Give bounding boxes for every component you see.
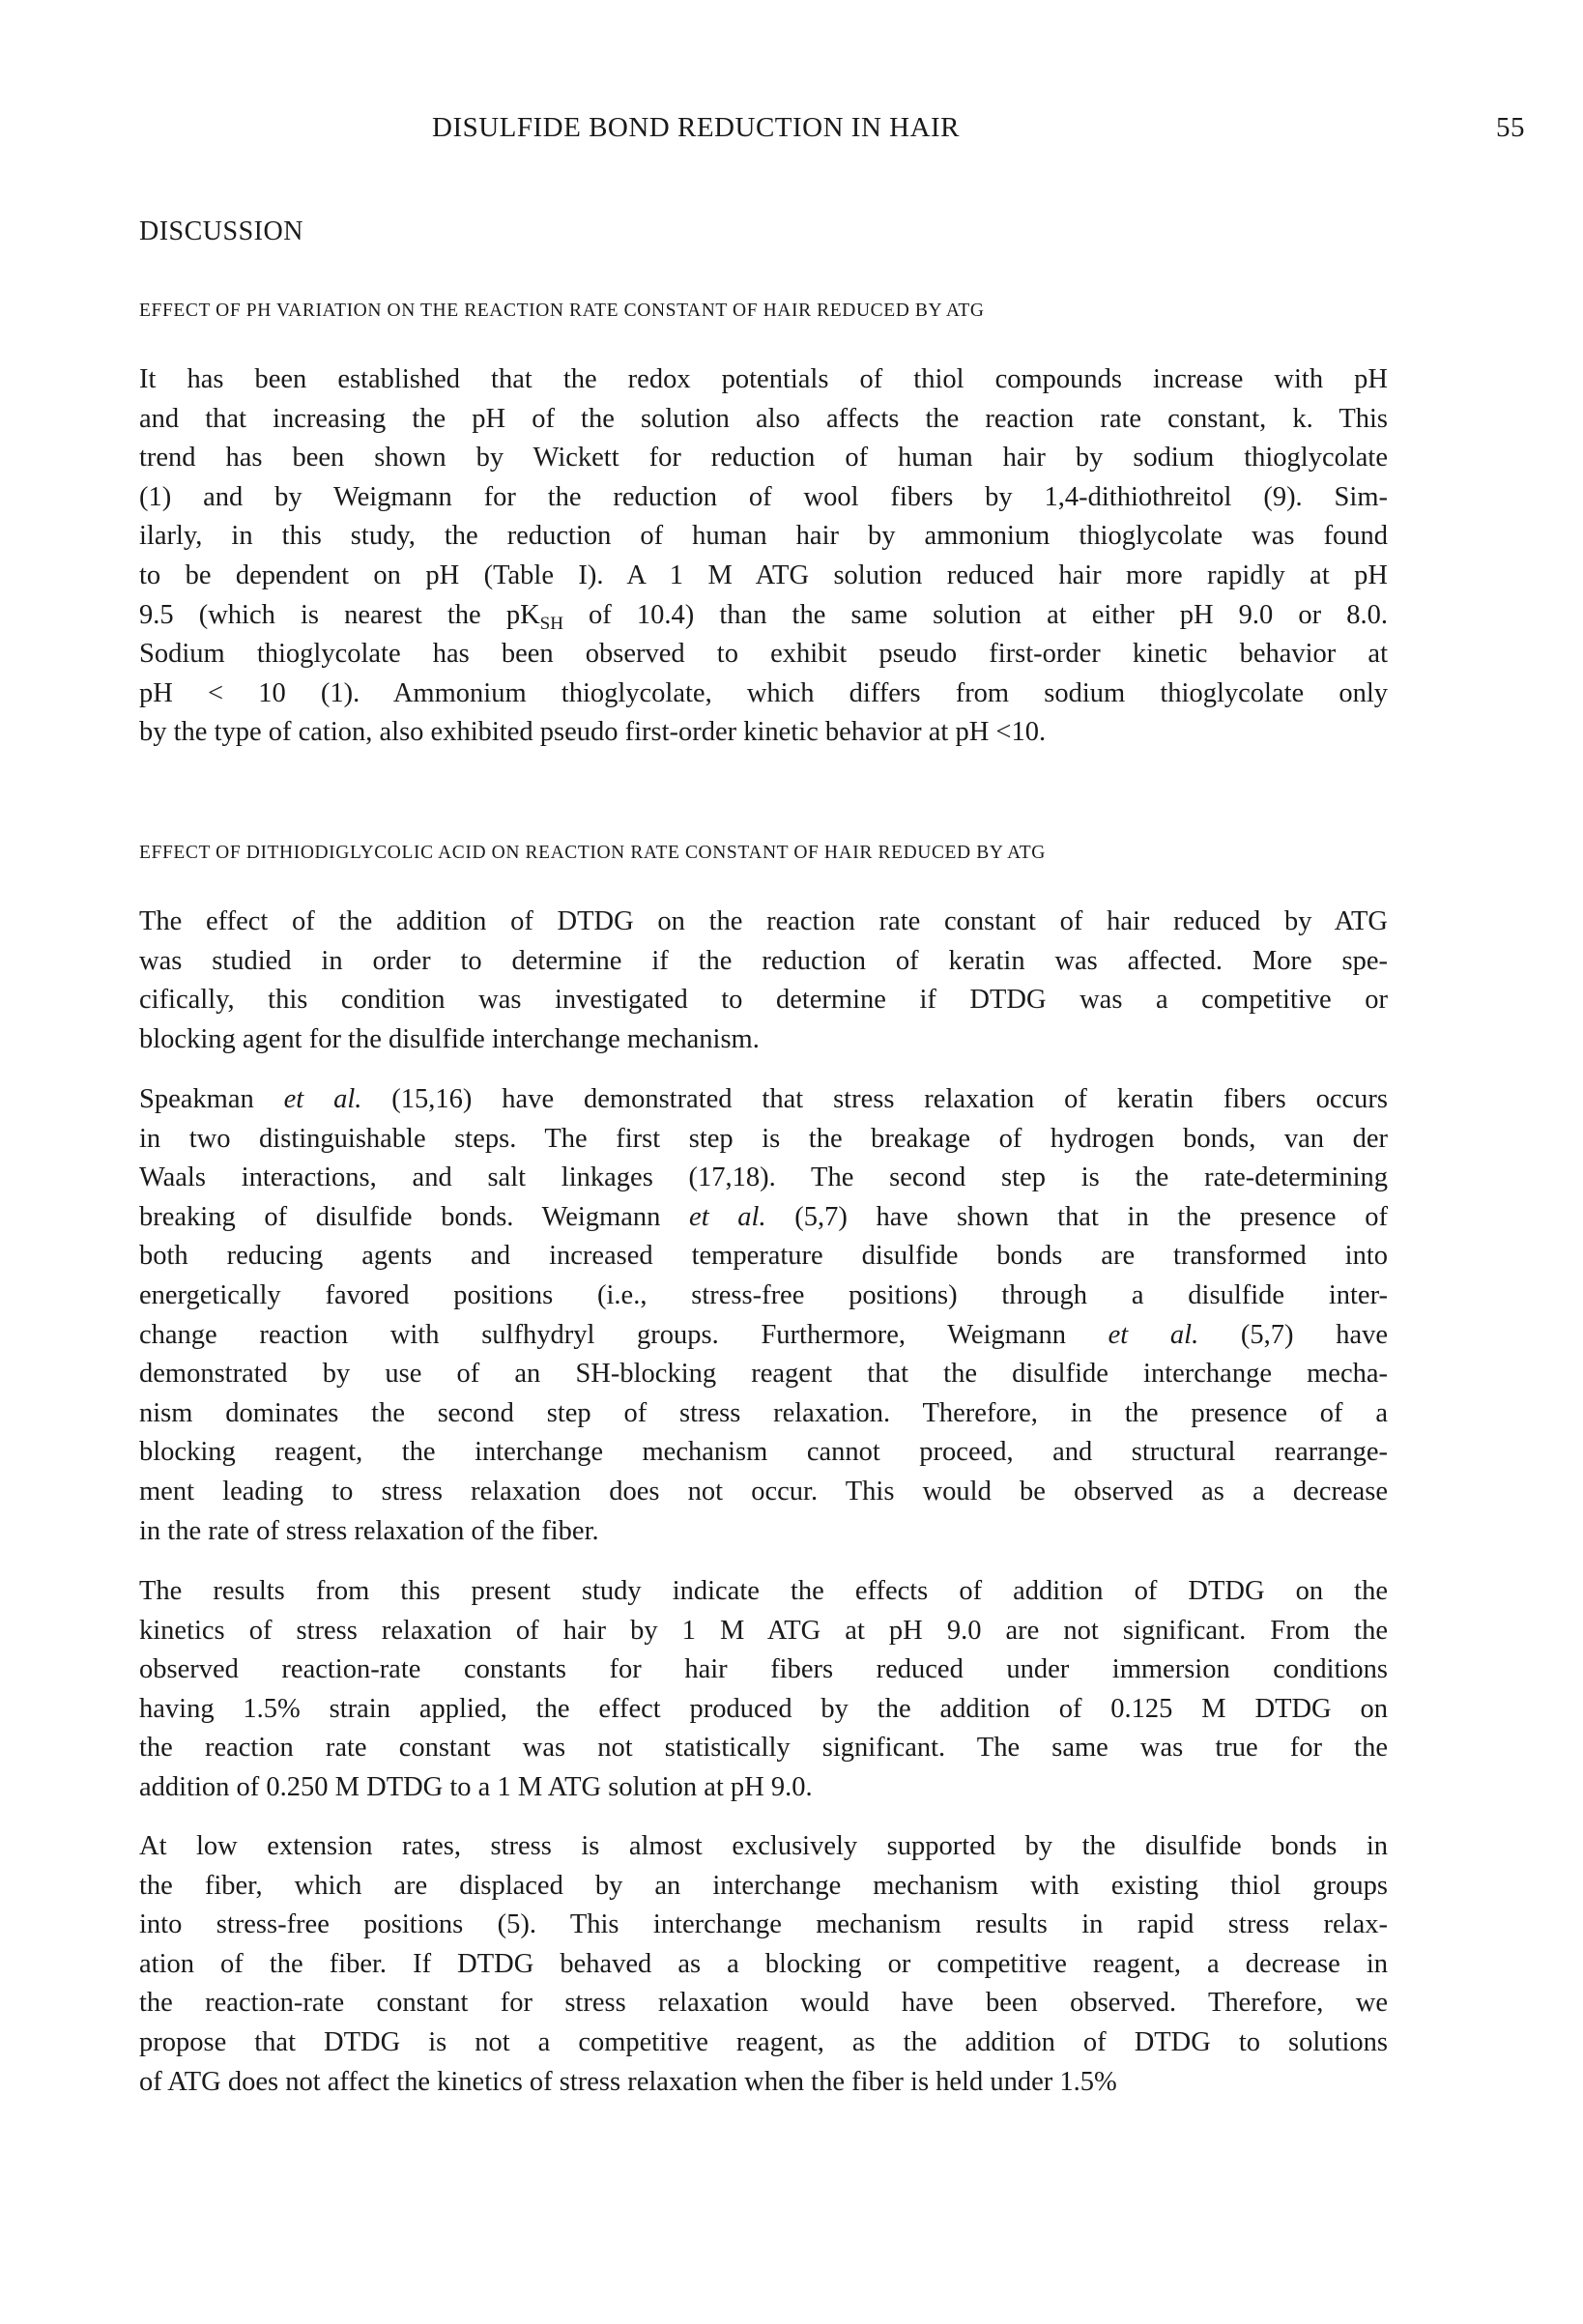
text-line — [139, 1316, 1388, 1356]
text-line — [139, 1198, 1388, 1238]
text-line: in two distinguishable steps. The first step is the breakage of hydrogen bonds, van der — [139, 1123, 1388, 1154]
text-line: blocking reagent, the interchange mechanism cannot proceed, and structural rearrange- — [139, 1437, 1388, 1468]
text-line: propose that DTDG is not a competitive reagent, as the addition of DTDG to solutions — [139, 2026, 1388, 2057]
subsection-heading-ph: EFFECT OF PH VARIATION ON THE REACTION RATE CONSTANT OF HAIR REDUCED BY ATG — [139, 301, 985, 321]
paragraph — [139, 1572, 1388, 1808]
text-line: Sodium thioglycolate has been observed to exhibit pseudo first-order kinetic behavior at — [139, 639, 1388, 670]
text-line: ation of the fiber. If DTDG behaved as a blocking or competitive reagent, a decrease in — [139, 1948, 1388, 1979]
text-line: Waals interactions, and salt linkages (17,18). The second step is the rate-determining — [139, 1162, 1388, 1193]
text-line: to be dependent on pH (Table I). A 1 M ATG solution reduced hair more rapidly at pH — [139, 559, 1388, 590]
text-line: both reducing agents and increased temperature disulfide bonds are transformed into — [139, 1241, 1388, 1272]
text-line: demonstrated by use of an SH-blocking reagent that the disulfide interchange mecha- — [139, 1359, 1388, 1390]
text-line: cifically, this condition was investigated to determine if DTDG was a competitive or — [139, 985, 1388, 1016]
text-segment: change reaction with sulfhydryl groups. Furthermore, Weigmann — [139, 1319, 1108, 1350]
section-heading: DISCUSSION — [139, 216, 303, 246]
text-line — [139, 1080, 1388, 1120]
text-line: (1) and by Weigmann for the reduction of wool fibers by 1,4-dithiothreitol (9). Sim- — [139, 481, 1388, 512]
text-line: nism dominates the second step of stress relaxation. Therefore, in the presence of a — [139, 1397, 1388, 1428]
text-line: kinetics of stress relaxation of hair by 1 M ATG at pH 9.0 are not significant. From the — [139, 1615, 1388, 1646]
subsection-heading-dtdg: EFFECT OF DITHIODIGLYCOLIC ACID ON REACTION RATE CONSTANT OF HAIR REDUCED BY ATG — [139, 843, 1046, 863]
text-line — [139, 596, 1388, 636]
text-line: blocking agent for the disulfide interchange mechanism. — [139, 1023, 760, 1054]
italic-text: et al. — [283, 1084, 362, 1114]
text-line: the reaction-rate constant for stress relaxation would have been observed. Therefore, we — [139, 1988, 1388, 2019]
text-line: was studied in order to determine if the reduction of keratin was affected. More spe- — [139, 945, 1388, 976]
text-line: and that increasing the pH of the solution also affects the reaction rate constant, k. This — [139, 403, 1388, 434]
paragraph — [139, 1827, 1388, 2102]
page-number: 55 — [1496, 112, 1525, 143]
paragraph — [139, 1080, 1388, 1551]
text-segment: breaking of disulfide bonds. Weigmann — [139, 1201, 690, 1232]
text-line: The results from this present study indicate the effects of addition of DTDG on the — [139, 1576, 1388, 1606]
text-line: energetically favored positions (i.e., stress-free positions) through a disulfide inter- — [139, 1279, 1388, 1310]
text-segment: (5,7) have — [1198, 1319, 1388, 1350]
text-segment: (5,7) have shown that in the presence of — [765, 1201, 1388, 1232]
text-line: the fiber, which are displaced by an interchange mechanism with existing thiol groups — [139, 1870, 1388, 1901]
text-line: observed reaction-rate constants for hair fibers reduced under immersion conditions — [139, 1654, 1388, 1685]
text-line: the reaction rate constant was not statistically significant. The same was true for the — [139, 1733, 1388, 1764]
text-line: into stress-free positions (5). This interchange mechanism results in rapid stress relax- — [139, 1909, 1388, 1940]
text-segment: Speakman — [139, 1084, 284, 1114]
text-line: ment leading to stress relaxation does not occur. This would be observed as a decrease — [139, 1476, 1388, 1506]
text-line: The effect of the addition of DTDG on the reaction rate constant of hair reduced by ATG — [139, 906, 1388, 936]
italic-text: et al. — [689, 1201, 766, 1232]
paragraph — [139, 903, 1388, 1059]
subscript: SH — [539, 613, 563, 634]
text-line: of ATG does not affect the kinetics of stress relaxation when the fiber is held under 1.5% — [139, 2066, 1117, 2097]
text-line: in the rate of stress relaxation of the fiber. — [139, 1515, 599, 1546]
text-line: At low extension rates, stress is almost exclusively supported by the disulfide bonds in — [139, 1831, 1388, 1861]
text-line: ilarly, in this study, the reduction of human hair by ammonium thioglycolate was found — [139, 521, 1388, 552]
text-line: It has been established that the redox potentials of thiol compounds increase with pH — [139, 364, 1388, 394]
paragraph — [139, 360, 1388, 753]
text-line: pH < 10 (1). Ammonium thioglycolate, which differs from sodium thioglycolate only — [139, 677, 1388, 708]
text-line: trend has been shown by Wickett for reduction of human hair by sodium thioglycolate — [139, 443, 1388, 473]
running-title: DISULFIDE BOND REDUCTION IN HAIR — [432, 112, 961, 143]
italic-text: et al. — [1108, 1319, 1199, 1350]
text-segment: of 10.4) than the same solution at either pH 9.0 or 8.0. — [562, 599, 1388, 630]
text-line: addition of 0.250 M DTDG to a 1 M ATG solution at pH 9.0. — [139, 1771, 813, 1802]
text-segment: 9.5 (which is nearest the pK — [139, 599, 540, 630]
text-line: by the type of cation, also exhibited pseudo first-order kinetic behavior at pH <10. — [139, 717, 1047, 748]
text-line: having 1.5% strain applied, the effect produced by the addition of 0.125 M DTDG on — [139, 1693, 1388, 1724]
text-segment: (15,16) have demonstrated that stress relaxation of keratin fibers occurs — [361, 1084, 1388, 1114]
